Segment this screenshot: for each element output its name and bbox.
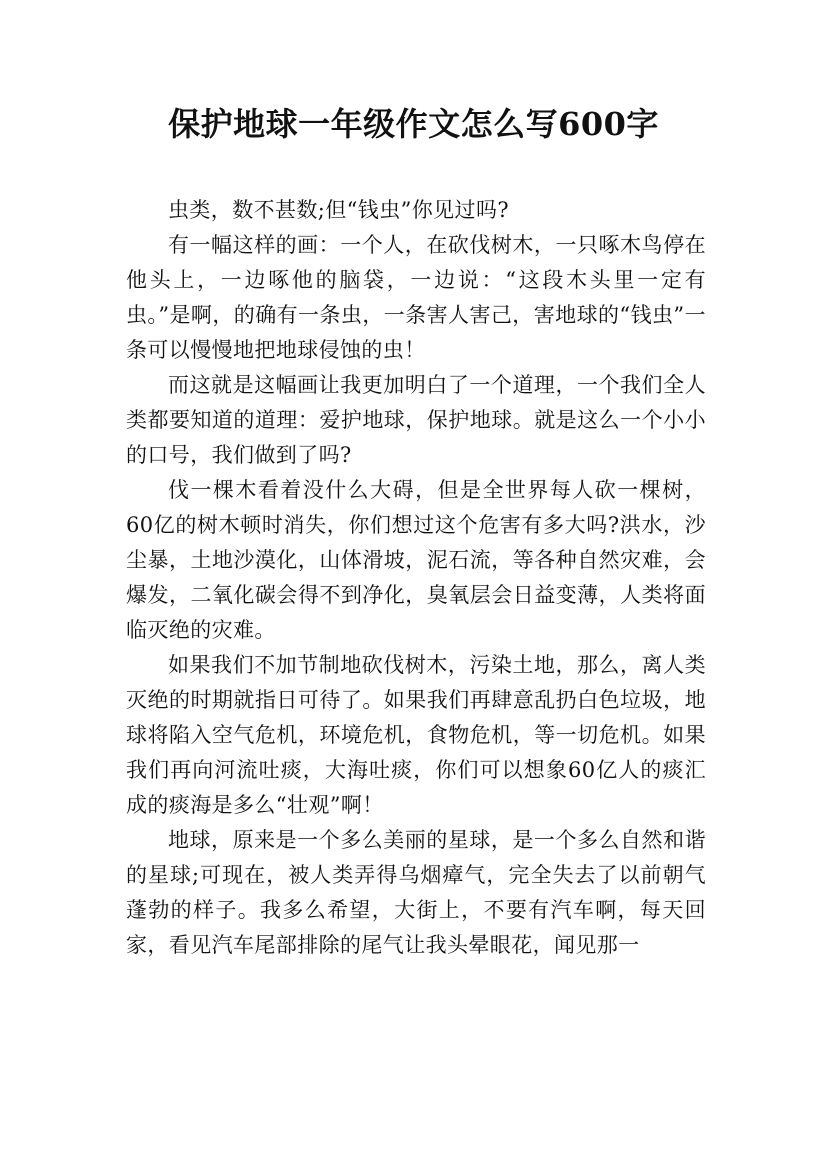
paragraph-5: 如果我们不加节制地砍伐树木，污染土地，那么，离人类灭绝的时期就指日可待了。如果我们再肆意乱扔白色垃圾，地球将陷入空气危机，环境危机，食物危机，等一切危机。如果我们再向河流吐痰，大海吐痰，你们可以想象60亿人的痰汇成的痰海是多么“壮观”啊！: [126, 653, 706, 817]
paragraph-6: 地球，原来是一个多么美丽的星球，是一个多么自然和谐的星球;可现在，被人类弄得乌烟瘴气，完全失去了以前朝气蓬勃的样子。我多么希望，大街上，不要有汽车啊，每天回家，看见汽车尾部排除的尾气让我头晕眼花，闻见那一: [126, 828, 706, 957]
document-body: [126, 193, 706, 963]
paragraph-4: 伐一棵木看着没什么大碍，但是全世界每人砍一棵树，60亿的树木顿时消失，你们想过这个危害有多大吗?洪水，沙尘暴，土地沙漠化，山体滑坡，泥石流，等各种自然灾难，会爆发，二氧化碳会得不到净化，臭氧层会日益变薄，人类将面临灭绝的灾难。: [126, 478, 706, 642]
paragraph-3: 而这就是这幅画让我更加明白了一个道理，一个我们全人类都要知道的道理：爱护地球，保护地球。就是这么一个小小的口号，我们做到了吗?: [126, 373, 706, 467]
paragraph-1: 虫类，数不甚数;但“钱虫”你见过吗?: [168, 198, 510, 222]
document-title: 保护地球一年级作文怎么写600字: [168, 105, 659, 143]
paragraph-2: 有一幅这样的画：一个人，在砍伐树木，一只啄木鸟停在他头上，一边啄他的脑袋，一边说：“这段木头里一定有虫。”是啊，的确有一条虫，一条害人害己，害地球的“钱虫”一条可以慢慢地把地球侵蚀的虫！: [126, 233, 706, 362]
